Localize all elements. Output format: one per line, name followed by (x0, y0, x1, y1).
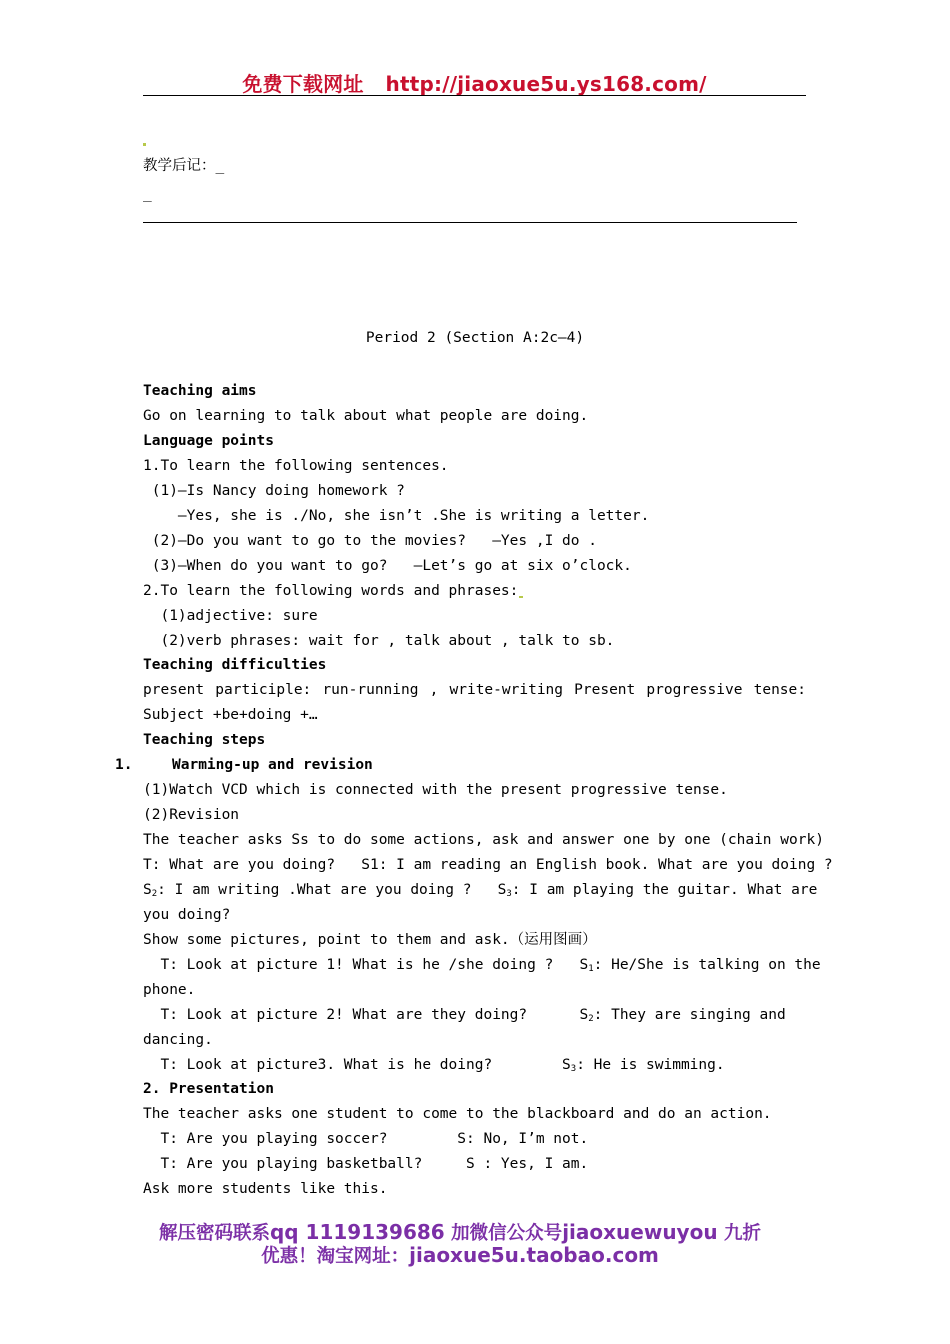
speaker-sub: 2 (151, 889, 158, 899)
aims-heading: Teaching aims (143, 383, 257, 399)
speaker-sub: 1 (588, 964, 594, 974)
language-heading: Language points (143, 433, 274, 449)
difficulties-line-2: Subject +be+doing +… (143, 707, 318, 723)
lang-line-4: (2)—Do you want to go to the movies? —Yes ,I do . (143, 533, 597, 549)
step2-heading: 2. Presentation (143, 1081, 274, 1097)
step1-title: Warming-up and revision (172, 757, 373, 773)
footer-line-2 (0, 1242, 920, 1268)
dialogue-text: : He/She is talking on the (593, 957, 821, 973)
decor-dot (143, 143, 146, 146)
step1-line-9: phone. (143, 982, 196, 998)
lang-line-6-text: 2.To learn the following words and phrases: (143, 583, 519, 599)
lang-line-8: (2)verb phrases: wait for , talk about , talk to sb. (143, 633, 615, 649)
lang-line-2: (1)—Is Nancy doing homework ? (143, 483, 405, 499)
footer-text: 优惠！淘宝网址： (261, 1246, 410, 1267)
step1-line-1: (1)Watch VCD which is connected with the present progressive tense. (143, 782, 728, 798)
difficulties-line-1: present participle: run-running , write-writing Present progressive tense: (143, 682, 806, 698)
footer-text: 加微信公众号 (451, 1223, 563, 1244)
dialogue-text: T: Look at picture3. What is he doing? S (143, 1057, 571, 1073)
footer-wechat: jiaoxuewuyou (562, 1220, 718, 1244)
difficulties-heading: Teaching difficulties (143, 657, 327, 673)
speaker-sub: 2 (588, 1014, 594, 1024)
step1-number: 1. (115, 757, 133, 773)
step2-line-2: T: Are you playing soccer? S: No, I’m not. (143, 1131, 589, 1147)
step1-line-10 (143, 1005, 786, 1029)
notes-rule (143, 222, 797, 223)
footer-text: 九折 (724, 1223, 762, 1244)
lang-line-1: 1.To learn the following sentences. (143, 458, 449, 474)
lang-line-3: —Yes, she is ./No, she isn’t .She is writing a letter. (143, 508, 650, 524)
page-title: Period 2 (Section A:2c—4) (365, 330, 585, 346)
speaker-sub: 3 (570, 1064, 577, 1074)
step2-line-1: The teacher asks one student to come to the blackboard and do an action. (143, 1106, 772, 1122)
footer-qq: qq 1119139686 (269, 1220, 445, 1244)
step2-line-3: T: Are you playing basketball? S : Yes, I am. (143, 1156, 589, 1172)
footer-text: 解压密码联系 (158, 1223, 270, 1244)
lang-line-6 (143, 581, 523, 601)
step1-line-7: Show some pictures, point to them and ask.（运用图画） (143, 932, 597, 948)
lang-line-5: (3)—When do you want to go? —Let’s go at six o’clock. (143, 558, 632, 574)
aims-text: Go on learning to talk about what people are doing. (143, 408, 589, 424)
step1-line-5 (143, 880, 817, 904)
dialogue-text: T: Look at picture 2! What are they doing? S (143, 1007, 589, 1023)
notes-underscore: _ (143, 186, 152, 202)
decor-tick (519, 596, 523, 598)
header-rule (143, 95, 806, 96)
dialogue-text: : He is swimming. (576, 1057, 725, 1073)
step1-line-2: (2)Revision (143, 807, 240, 823)
dialogue-text: : They are singing and (593, 1007, 786, 1023)
dialogue-text: T: Look at picture 1! What is he /she doing ? S (143, 957, 589, 973)
dialogue-text: : I am playing the guitar. What are (511, 882, 818, 898)
step1-line-11: dancing. (143, 1032, 213, 1048)
step2-line-4: Ask more students like this. (143, 1181, 388, 1197)
step1-line-4: T: What are you doing? S1: I am reading an English book. What are you doing ? (143, 857, 833, 873)
step1-line-12 (143, 1055, 725, 1079)
step1-line-8 (143, 955, 821, 979)
steps-heading: Teaching steps (143, 732, 266, 748)
step1-line-3: The teacher asks Ss to do some actions, ask and answer one by one (chain work) (143, 832, 824, 848)
dialogue-text: : I am writing .What are you doing ? S (157, 882, 507, 898)
header-banner (143, 68, 806, 97)
header-site-url[interactable]: http://jiaoxue5u.ys168.com/ (385, 72, 707, 96)
speaker-s: S (143, 882, 152, 898)
footer-taobao-link[interactable]: jiaoxue5u.taobao.com (409, 1243, 659, 1267)
step1-line-6: you doing? (143, 907, 231, 923)
speaker-sub: 3 (506, 889, 512, 899)
header-site-label: 免费下载网址 (242, 72, 364, 96)
notes-label: 教学后记：_ (143, 158, 225, 174)
lang-line-7: (1)adjective: sure (143, 608, 318, 624)
